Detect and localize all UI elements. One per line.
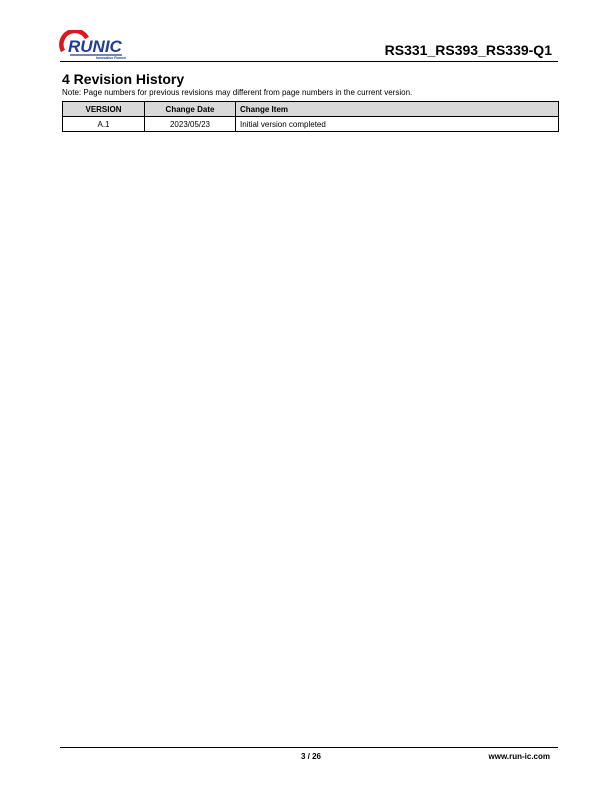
column-header-change-item: Change Item — [236, 102, 559, 117]
revision-history-table — [62, 101, 559, 132]
change-date-cell: 2023/05/23 — [145, 117, 236, 132]
table-header-row — [63, 102, 559, 117]
change-item-cell: Initial version completed — [236, 117, 559, 132]
document-code: RS331_RS393_RS339-Q1 — [384, 42, 552, 58]
page-number: 3 / 26 — [300, 752, 321, 761]
section-title: 4 Revision History — [62, 71, 185, 87]
svg-text:Innovative Runner: Innovative Runner — [96, 56, 126, 60]
runic-logo-icon — [58, 30, 126, 60]
column-header-change-date: Change Date — [145, 102, 236, 117]
footer-divider — [60, 747, 558, 748]
table-row — [63, 117, 559, 132]
svg-text:RUNIC: RUNIC — [68, 37, 122, 56]
header-divider — [60, 61, 558, 62]
column-header-version: VERSION — [63, 102, 145, 117]
website-url: www.run-ic.com — [488, 752, 550, 761]
version-cell: A.1 — [63, 117, 145, 132]
section-note: Note: Page numbers for previous revisions may different from page numbers in the current version. — [62, 88, 413, 97]
runic-logo — [58, 30, 126, 60]
